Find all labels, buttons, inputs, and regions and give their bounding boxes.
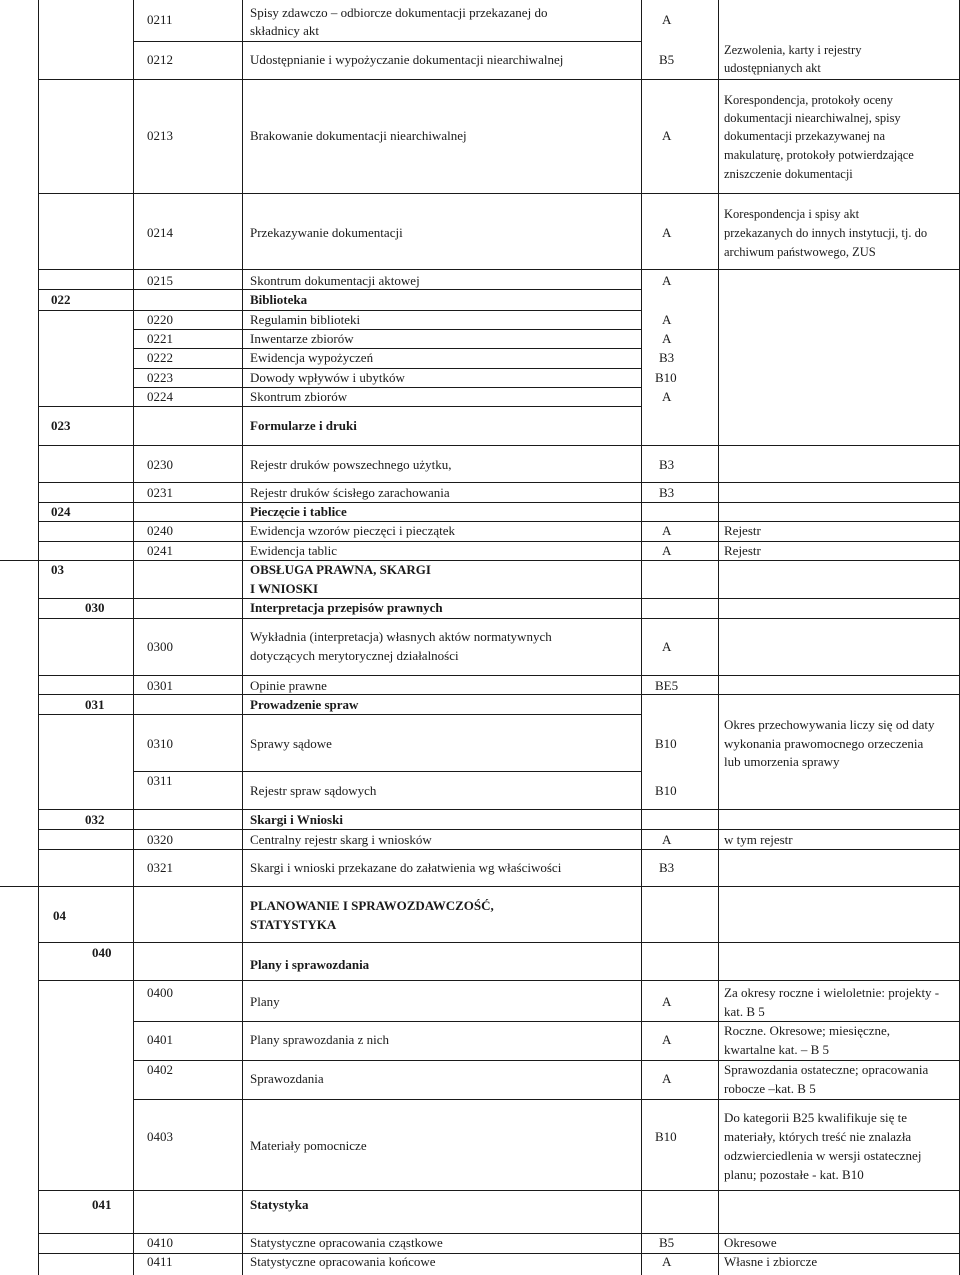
row-symbol: 0241: [147, 543, 173, 558]
row-category: A: [662, 331, 672, 346]
row-symbol: 040: [92, 945, 112, 960]
row-title: Brakowanie dokumentacji niearchiwalnej: [250, 128, 467, 143]
row-remarks: Rejestr: [724, 523, 761, 538]
row-title: Spisy zdawczo – odbiorcze dokumentacji przekazanej do: [250, 5, 548, 20]
grid-line-h: [38, 1253, 960, 1254]
row-symbol: 0220: [147, 312, 173, 327]
row-symbol: 0231: [147, 485, 173, 500]
row-title: Skontrum zbiorów: [250, 389, 348, 404]
row-category: A: [662, 523, 672, 538]
section-title: OBSŁUGA PRAWNA, SKARGI: [250, 562, 431, 577]
row-remarks: Zezwolenia, karty i rejestry: [724, 43, 862, 57]
row-remarks: Sprawozdania ostateczne; opracowania: [724, 1062, 929, 1077]
grid-line-h: [133, 1099, 960, 1100]
row-symbol: 0321: [147, 860, 173, 875]
row-title: Statystyczne opracowania końcowe: [250, 1254, 436, 1269]
row-title: Pieczęcie i tablice: [250, 504, 347, 519]
row-remarks-cont: udostępnianych akt: [724, 61, 821, 75]
row-title: Opinie prawne: [250, 678, 327, 693]
grid-line-h: [38, 618, 960, 619]
grid-line-h: [38, 541, 960, 542]
grid-line-v3: [242, 0, 243, 1275]
row-remarks: Okresowe: [724, 1235, 777, 1250]
row-remarks-cont: dokumentacji przekazywanej na: [724, 129, 886, 143]
row-title: Plany i sprawozdania: [250, 957, 370, 972]
row-symbol: 024: [51, 504, 71, 519]
row-symbol: 022: [51, 292, 71, 307]
row-title: Przekazywanie dokumentacji: [250, 225, 403, 240]
grid-line-h: [0, 560, 960, 561]
row-title: Statystyka: [250, 1197, 309, 1212]
row-symbol: 0212: [147, 52, 173, 67]
row-remarks-cont: kwartalne kat. – B 5: [724, 1042, 830, 1057]
row-title: Ewidencja tablic: [250, 543, 337, 558]
row-remarks-cont: makulaturę, protokoły potwierdzające: [724, 148, 914, 162]
row-category: A: [662, 994, 672, 1009]
row-remarks-cont: materiały, których treść nie znalazła: [724, 1129, 912, 1144]
section-title-cont: I WNIOSKI: [250, 581, 319, 596]
grid-line-v5: [718, 0, 719, 1275]
row-remarks-cont: zniszczenie dokumentacji: [724, 167, 853, 181]
row-category: B10: [655, 783, 677, 798]
grid-line-h: [38, 980, 960, 981]
row-category: B3: [659, 457, 675, 472]
row-title: Ewidencja wypożyczeń: [250, 350, 374, 365]
grid-line-h: [38, 269, 960, 270]
row-title: Plany: [250, 994, 280, 1009]
row-remarks-cont: odzwierciedlenia w wersji ostatecznej: [724, 1148, 922, 1163]
row-category: A: [662, 12, 672, 27]
section-symbol: 03: [51, 562, 64, 577]
row-symbol: 0410: [147, 1235, 173, 1250]
row-title: Skargi i wnioski przekazane do załatwienia wg właściwości: [250, 860, 562, 875]
grid-line-h: [133, 41, 642, 42]
grid-line-h: [38, 598, 960, 599]
row-category: A: [662, 543, 672, 558]
row-symbol: 0320: [147, 832, 173, 847]
row-remarks: Korespondencja i spisy akt: [724, 207, 860, 221]
row-title: Sprawy sądowe: [250, 736, 332, 751]
row-symbol: 0215: [147, 273, 173, 288]
row-title: Ewidencja wzorów pieczęci i pieczątek: [250, 523, 455, 538]
row-symbol: 0213: [147, 128, 173, 143]
row-category: B10: [655, 1129, 677, 1144]
row-title: Dowody wpływów i ubytków: [250, 370, 405, 385]
row-title: Interpretacja przepisów prawnych: [250, 600, 443, 615]
row-title: Inwentarze zbiorów: [250, 331, 354, 346]
row-remarks: w tym rejestr: [724, 832, 793, 847]
row-category: A: [662, 389, 672, 404]
row-title: Sprawozdania: [250, 1071, 324, 1086]
row-remarks-cont: archiwum państwowego, ZUS: [724, 245, 876, 259]
grid-line-v2: [133, 0, 134, 1275]
row-symbol: 0411: [147, 1254, 173, 1269]
grid-line-h: [38, 849, 960, 850]
row-category: B5: [659, 52, 675, 67]
grid-line-h: [38, 675, 960, 676]
row-remarks-cont: planu; pozostałe - kat. B10: [724, 1167, 864, 1182]
row-title: Regulamin biblioteki: [250, 312, 361, 327]
row-symbol: 032: [85, 812, 105, 827]
row-remarks-cont: dokumentacji niearchiwalnej, spisy: [724, 111, 901, 125]
row-category: A: [662, 1071, 672, 1086]
row-symbol: 0301: [147, 678, 173, 693]
row-title: Materiały pomocnicze: [250, 1138, 367, 1153]
row-title-cont: składnicy akt: [250, 23, 319, 38]
grid-line-h: [38, 521, 960, 522]
row-category: A: [662, 225, 672, 240]
row-title: Rejestr spraw sądowych: [250, 783, 377, 798]
row-symbol: 023: [51, 418, 71, 433]
row-title: Rejestr druków ścisłego zarachowania: [250, 485, 450, 500]
row-symbol: 0222: [147, 350, 173, 365]
row-title: Plany sprawozdania z nich: [250, 1032, 389, 1047]
row-category: B3: [659, 485, 675, 500]
row-category: A: [662, 273, 672, 288]
row-category: A: [662, 639, 672, 654]
row-remarks: Korespondencja, protokoły oceny: [724, 93, 894, 107]
row-remarks-cont: kat. B 5: [724, 1004, 765, 1019]
row-remarks-cont: robocze –kat. B 5: [724, 1081, 816, 1096]
grid-line-h: [38, 1190, 960, 1191]
row-title: Biblioteka: [250, 292, 308, 307]
row-remarks: Rejestr: [724, 543, 761, 558]
row-category: A: [662, 832, 672, 847]
row-category: B3: [659, 350, 675, 365]
row-symbol: 0240: [147, 523, 173, 538]
row-category: B10: [655, 370, 677, 385]
row-title-cont: dotyczących merytorycznej działalności: [250, 648, 459, 663]
row-remarks: Do kategorii B25 kwalifikuje się te: [724, 1110, 908, 1125]
row-remarks: Własne i zbiorcze: [724, 1254, 818, 1269]
row-symbol: 0211: [147, 12, 173, 27]
row-title: Skontrum dokumentacji aktowej: [250, 273, 420, 288]
grid-line-h: [38, 193, 960, 194]
grid-line-h: [38, 942, 960, 943]
grid-line-h: [133, 329, 642, 330]
row-symbol: 0403: [147, 1129, 173, 1144]
row-remarks: Za okresy roczne i wieloletnie: projekty -: [724, 985, 940, 1000]
row-title: Rejestr druków powszechnego użytku,: [250, 457, 452, 472]
grid-line-h: [38, 1233, 960, 1234]
row-remarks-cont: lub umorzenia sprawy: [724, 754, 840, 769]
row-category: B10: [655, 736, 677, 751]
grid-line-h: [38, 829, 960, 830]
row-symbol: 0221: [147, 331, 173, 346]
row-category: BE5: [655, 678, 679, 693]
row-symbol: 0311: [147, 773, 173, 788]
row-symbol: 0401: [147, 1032, 173, 1047]
row-symbol: 041: [92, 1197, 112, 1212]
row-remarks-cont: wykonania prawomocnego orzeczenia: [724, 736, 924, 751]
row-title: Formularze i druki: [250, 418, 357, 433]
grid-line-h: [38, 482, 960, 483]
row-title: Skargi i Wnioski: [250, 812, 343, 827]
row-title: Wykładnia (interpretacja) własnych aktów normatywnych: [250, 629, 552, 644]
row-symbol: 0214: [147, 225, 173, 240]
row-category: A: [662, 1032, 672, 1047]
row-symbol: 0230: [147, 457, 173, 472]
row-remarks: Roczne. Okresowe; miesięczne,: [724, 1023, 891, 1038]
grid-line-h: [38, 445, 960, 446]
grid-line-h: [133, 771, 642, 772]
grid-line-h: [38, 79, 960, 80]
row-title: Statystyczne opracowania cząstkowe: [250, 1235, 443, 1250]
row-category: B3: [659, 860, 675, 875]
row-remarks: Okres przechowywania liczy się od daty: [724, 717, 935, 732]
row-symbol: 0224: [147, 389, 173, 404]
row-title: Prowadzenie spraw: [250, 697, 359, 712]
grid-line-v1: [38, 0, 39, 1275]
row-symbol: 0223: [147, 370, 173, 385]
row-symbol: 030: [85, 600, 105, 615]
row-title: Udostępnianie i wypożyczanie dokumentacji niearchiwalnej: [250, 52, 564, 67]
row-symbol: 0400: [147, 985, 173, 1000]
row-category: A: [662, 1254, 672, 1269]
row-symbol: 0300: [147, 639, 173, 654]
grid-line-h: [38, 502, 960, 503]
row-remarks-cont: przekazanych do innych instytucji, tj. do: [724, 226, 928, 240]
grid-line-v4: [641, 0, 642, 1275]
grid-line-h: [38, 809, 960, 810]
section-title: PLANOWANIE I SPRAWOZDAWCZOŚĆ,: [250, 898, 494, 913]
section-title-cont: STATYSTYKA: [250, 917, 337, 932]
row-category: A: [662, 128, 672, 143]
row-category: B5: [659, 1235, 675, 1250]
row-symbol: 0402: [147, 1062, 173, 1077]
row-category: A: [662, 312, 672, 327]
grid-line-h: [133, 348, 642, 349]
grid-line-h: [38, 694, 960, 695]
row-title: Centralny rejestr skarg i wniosków: [250, 832, 432, 847]
row-symbol: 031: [85, 697, 105, 712]
grid-line-h: [0, 886, 960, 887]
section-symbol: 04: [53, 908, 66, 923]
row-symbol: 0310: [147, 736, 173, 751]
